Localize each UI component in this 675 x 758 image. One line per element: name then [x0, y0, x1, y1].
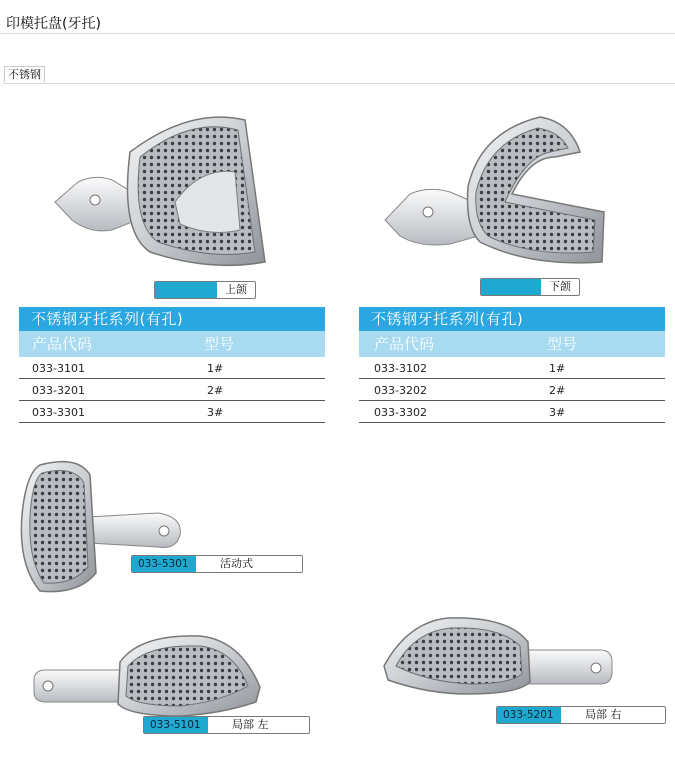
header-model: 型号 [204, 335, 235, 353]
tag-color-block [155, 282, 217, 298]
row-model: 2# [549, 384, 566, 397]
lower-jaw-tag [480, 278, 580, 296]
movable-label: 活动式 [220, 557, 253, 570]
row-code: 033-3101 [32, 362, 85, 375]
header-model: 型号 [547, 335, 578, 353]
product-table-upper [19, 307, 325, 423]
section-tab[interactable]: 不锈钢 [4, 66, 45, 82]
row-code: 033-3201 [32, 384, 85, 397]
row-model: 1# [549, 362, 566, 375]
row-model: 3# [207, 406, 224, 419]
table-header [359, 331, 665, 357]
header-code: 产品代码 [32, 335, 93, 353]
product-table-lower [359, 307, 665, 423]
partial-left-label: 局部 左 [232, 718, 269, 731]
row-model: 3# [549, 406, 566, 419]
partial-left-tag [143, 716, 310, 734]
upper-tray-image [50, 112, 275, 272]
table-row [19, 357, 325, 379]
table-row [359, 379, 665, 401]
table-row [19, 379, 325, 401]
page-title: 印模托盘(牙托) [6, 16, 101, 32]
row-code: 033-3301 [32, 406, 85, 419]
lower-jaw-label: 下颌 [549, 280, 571, 293]
table-title: 不锈钢牙托系列(有孔) [359, 307, 665, 331]
page-title-bar [0, 0, 675, 34]
table-title: 不锈钢牙托系列(有孔) [19, 307, 325, 331]
movable-tag [131, 555, 303, 573]
partial-right-tray-image [378, 610, 618, 700]
row-model: 2# [207, 384, 224, 397]
table-row [19, 401, 325, 423]
table-header [19, 331, 325, 357]
subsection-bar [3, 66, 675, 84]
movable-code: 033-5301 [132, 556, 196, 572]
partial-right-code: 033-5201 [497, 707, 561, 723]
partial-left-tray-image [30, 632, 270, 722]
movable-tray-image [18, 455, 198, 600]
row-code: 033-3202 [374, 384, 427, 397]
row-code: 033-3302 [374, 406, 427, 419]
upper-jaw-tag [154, 281, 256, 299]
lower-tray-image [380, 112, 610, 272]
partial-right-label: 局部 右 [585, 708, 622, 721]
header-code: 产品代码 [374, 335, 435, 353]
table-row [359, 357, 665, 379]
partial-left-code: 033-5101 [144, 717, 208, 733]
upper-jaw-label: 上颌 [225, 283, 247, 296]
row-model: 1# [207, 362, 224, 375]
tag-color-block [481, 279, 541, 295]
partial-right-tag [496, 706, 666, 724]
table-row [359, 401, 665, 423]
row-code: 033-3102 [374, 362, 427, 375]
